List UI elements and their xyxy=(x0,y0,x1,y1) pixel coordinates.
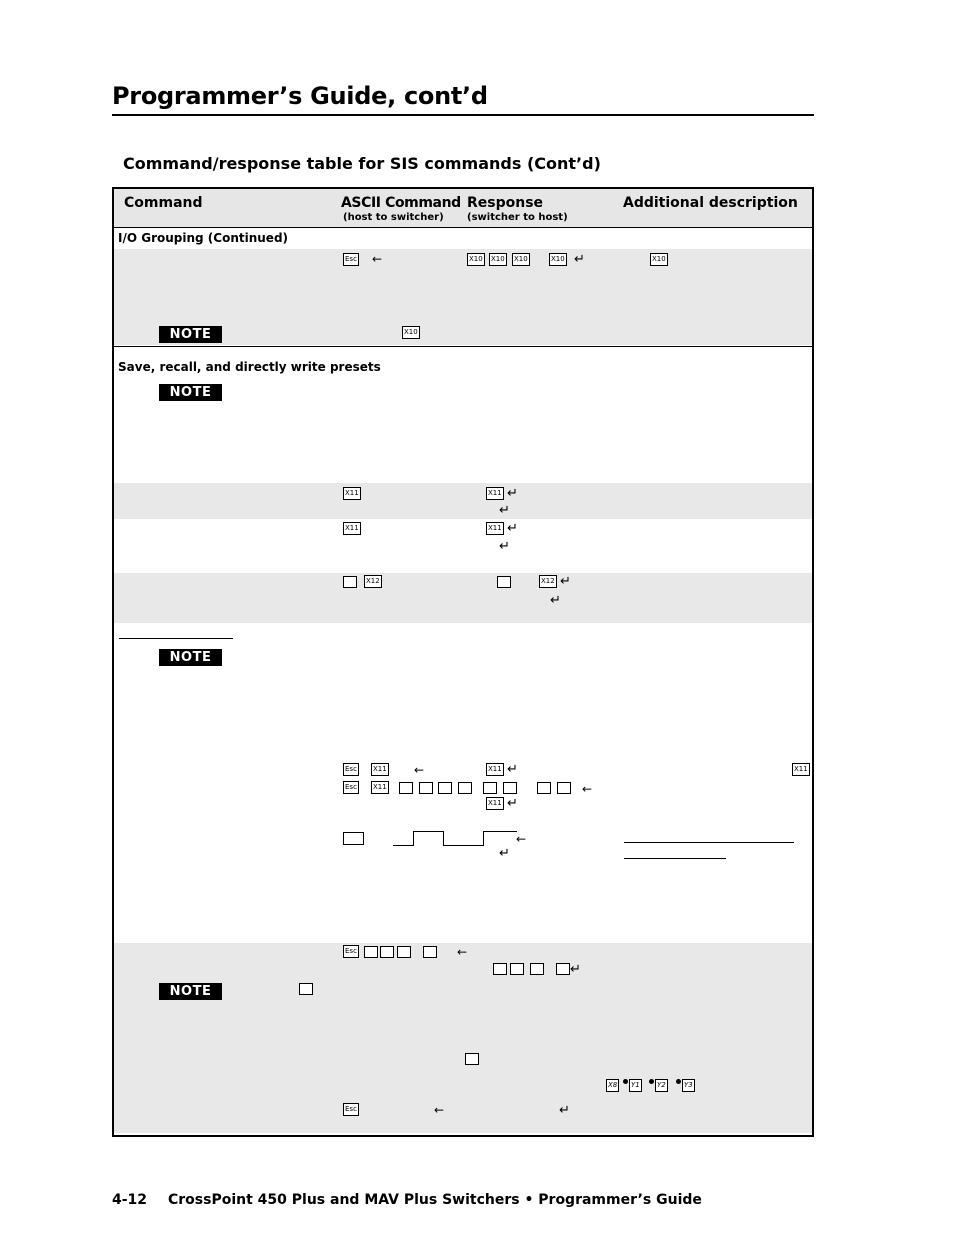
empty-box xyxy=(483,782,497,794)
esc-key: Esc xyxy=(343,781,359,794)
return-icon: ↵ xyxy=(570,962,581,977)
left-arrow-icon: ← xyxy=(516,832,527,846)
empty-box xyxy=(497,576,511,588)
left-arrow-icon: ← xyxy=(457,945,468,959)
waveform-line xyxy=(483,831,517,832)
table-row-view-preset xyxy=(114,943,812,1133)
empty-box xyxy=(343,576,357,588)
empty-box xyxy=(399,782,413,794)
section-divider xyxy=(114,346,812,347)
return-icon: ↵ xyxy=(560,574,571,589)
x11-box: X11 xyxy=(371,763,389,776)
footer-title: CrossPoint 450 Plus and MAV Plus Switchers • Programmer’s Guide xyxy=(168,1192,702,1208)
esc-key: Esc xyxy=(343,253,359,266)
left-arrow-icon: ← xyxy=(582,782,593,796)
sis-command-table xyxy=(112,187,814,1137)
empty-box xyxy=(465,1053,479,1065)
header-ascii-sub: (host to switcher) xyxy=(343,212,444,223)
x11-box: X11 xyxy=(792,763,810,776)
x11-box: X11 xyxy=(486,797,504,810)
empty-box xyxy=(299,983,313,995)
return-icon: ↵ xyxy=(574,252,585,267)
empty-box xyxy=(343,832,364,845)
return-icon: ↵ xyxy=(507,486,518,501)
x10-box: X10 xyxy=(650,253,668,266)
note-badge: NOTE xyxy=(159,649,222,666)
empty-box xyxy=(364,946,378,958)
empty-box xyxy=(530,963,544,975)
y1-box: Y1 xyxy=(629,1079,642,1092)
group-label-presets: Save, recall, and directly write presets xyxy=(118,360,381,374)
x10-box: X10 xyxy=(467,253,485,266)
x12-box: X12 xyxy=(539,575,557,588)
empty-box xyxy=(510,963,524,975)
empty-box xyxy=(537,782,551,794)
group-label-io-grouping: I/O Grouping (Continued) xyxy=(118,231,289,245)
left-arrow-icon: ← xyxy=(372,252,383,266)
bullet-dot xyxy=(623,1079,628,1084)
x11-box: X11 xyxy=(343,487,361,500)
x10-box: X10 xyxy=(402,326,420,339)
waveform-line xyxy=(443,831,444,846)
return-icon: ↵ xyxy=(559,1103,570,1118)
return-icon: ↵ xyxy=(499,503,510,518)
header-response-sub: (switcher to host) xyxy=(467,212,568,223)
waveform-line xyxy=(483,831,484,846)
footer-page-number: 4-12 xyxy=(112,1192,148,1208)
y3-box: Y3 xyxy=(682,1079,695,1092)
return-icon: ↵ xyxy=(507,521,518,536)
return-icon: ↵ xyxy=(499,539,510,554)
return-icon: ↵ xyxy=(499,846,510,861)
esc-key: Esc xyxy=(343,763,359,776)
x11-box: X11 xyxy=(486,487,504,500)
x10-box: X10 xyxy=(512,253,530,266)
waveform-line xyxy=(443,845,483,846)
left-arrow-icon: ← xyxy=(414,763,425,777)
empty-box xyxy=(438,782,452,794)
title-rule xyxy=(112,114,814,116)
table-header xyxy=(114,189,812,228)
y2-box: Y2 xyxy=(655,1079,668,1092)
table-row-save-preset xyxy=(114,483,812,519)
empty-box xyxy=(380,946,394,958)
waveform-line xyxy=(413,831,414,846)
empty-box xyxy=(423,946,437,958)
esc-key: Esc xyxy=(343,1103,359,1116)
table-row-preset-name xyxy=(114,573,812,623)
x11-box: X11 xyxy=(486,763,504,776)
left-arrow-icon: ← xyxy=(434,1103,445,1117)
header-additional-description: Additional description xyxy=(623,195,798,211)
section-title: Command/response table for SIS commands (Cont’d) xyxy=(123,154,601,173)
x10-box: X10 xyxy=(489,253,507,266)
page-title: Programmer’s Guide, cont’d xyxy=(112,82,488,110)
note-badge: NOTE xyxy=(159,326,222,343)
return-icon: ↵ xyxy=(550,593,561,608)
note-badge: NOTE xyxy=(159,384,222,401)
empty-box xyxy=(503,782,517,794)
empty-box xyxy=(419,782,433,794)
underline-rule xyxy=(624,858,726,859)
waveform-line xyxy=(413,831,443,832)
empty-box xyxy=(556,963,570,975)
header-ascii-command: ASCII Command xyxy=(341,195,461,211)
underline-rule xyxy=(119,638,233,639)
header-command: Command xyxy=(124,195,203,211)
bullet-dot xyxy=(676,1079,681,1084)
return-icon: ↵ xyxy=(507,762,518,777)
table-row-recall-preset xyxy=(114,519,812,573)
underline-rule xyxy=(624,842,794,843)
x10-box: X10 xyxy=(549,253,567,266)
return-icon: ↵ xyxy=(507,796,518,811)
empty-box xyxy=(557,782,571,794)
x12-box: X12 xyxy=(364,575,382,588)
x11-box: X11 xyxy=(371,781,389,794)
note-badge: NOTE xyxy=(159,983,222,1000)
header-response: Response xyxy=(467,195,544,211)
bullet-dot xyxy=(649,1079,654,1084)
x8-box: X8 xyxy=(606,1079,619,1092)
empty-box xyxy=(458,782,472,794)
waveform-line xyxy=(393,845,413,846)
x11-box: X11 xyxy=(343,522,361,535)
empty-box xyxy=(493,963,507,975)
empty-box xyxy=(397,946,411,958)
esc-key: Esc xyxy=(343,945,359,958)
x11-box: X11 xyxy=(486,522,504,535)
table-row-io-group xyxy=(114,249,812,345)
